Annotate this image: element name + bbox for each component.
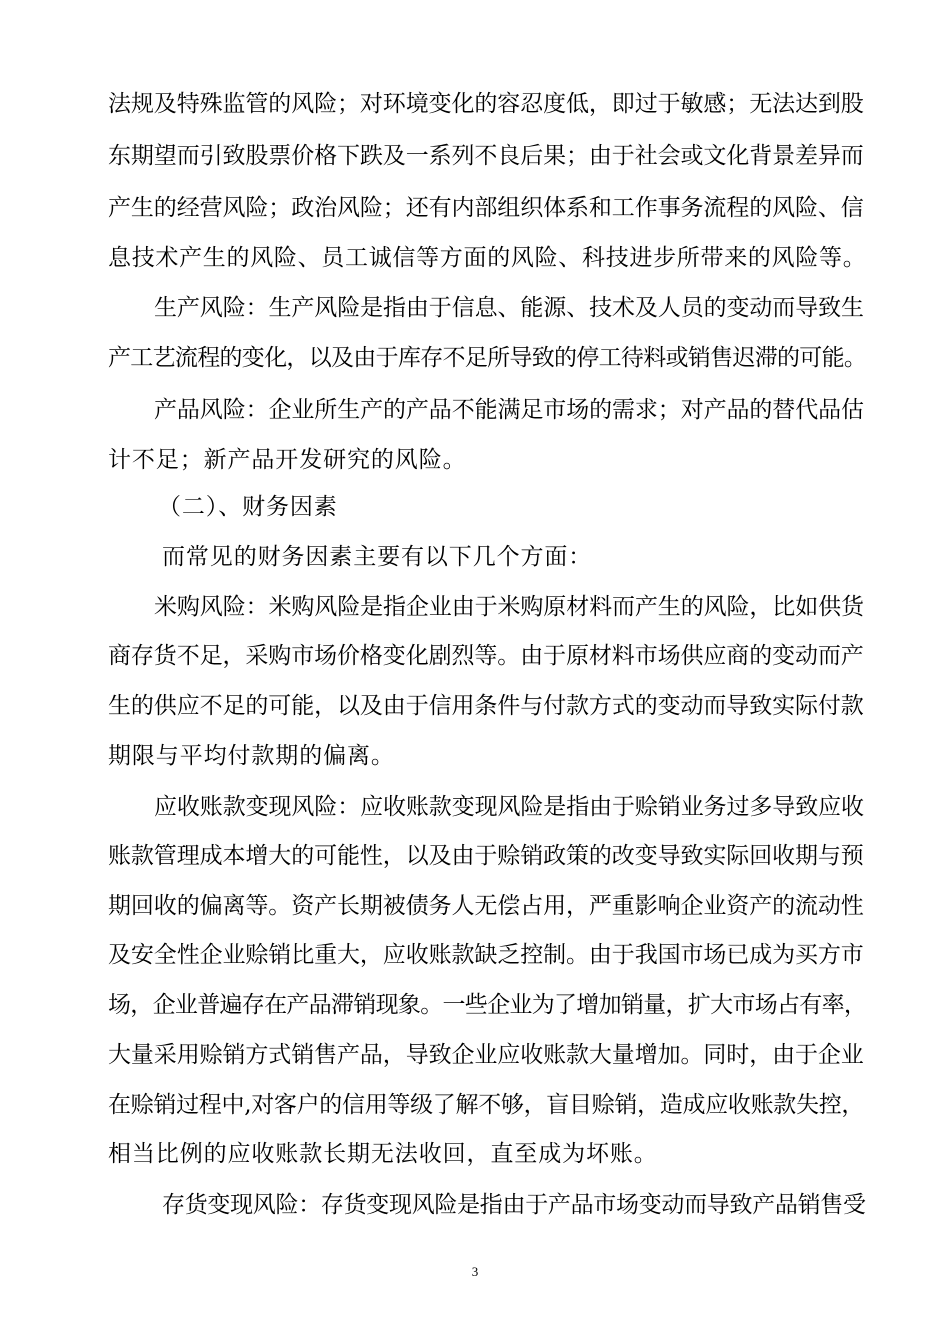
text-line: 产工艺流程的变化，以及由于库存不足所导致的停工待料或销售迟滞的可能。 <box>108 345 867 371</box>
text-line: 产品风险：企业所生产的产品不能满足市场的需求；对产品的替代品估 <box>154 397 864 423</box>
text-line: 存货变现风险：存货变现风险是指由于产品市场变动而导致产品销售受 <box>162 1192 866 1218</box>
text-line: 场，企业普遍存在产品滞销现象。一些企业为了增加销量，扩大市场占有率， <box>108 992 867 1018</box>
text-line: 生产风险：生产风险是指由于信息、能源、技术及人员的变动而导致生 <box>154 295 864 321</box>
text-line: 而常见的财务因素主要有以下几个方面： <box>162 544 593 570</box>
text-line: 息技术产生的风险、员工诚信等方面的风险、科技进步所带来的风险等。 <box>108 245 867 271</box>
text-line: 应收账款变现风险：应收账款变现风险是指由于赊销业务过多导致应收 <box>154 794 864 820</box>
text-line: 及安全性企业赊销比重大，应收账款缺乏控制。由于我国市场已成为买方市 <box>108 942 864 968</box>
text-line: 计不足；新产品开发研究的风险。 <box>108 447 467 473</box>
text-line: 在赊销过程中,对客户的信用等级了解不够，盲目赊销，造成应收账款失控， <box>108 1092 865 1118</box>
text-line: 产生的经营风险；政治风险；还有内部组织体系和工作事务流程的风险、信 <box>108 195 864 221</box>
text-line: 东期望而引致股票价格下跌及一系列不良后果；由于社会或文化背景差异而 <box>108 143 864 169</box>
text-line: 法规及特殊监管的风险；对环境变化的容忍度低，即过于敏感；无法达到股 <box>108 91 864 117</box>
section-heading: （二）、财务因素 <box>158 494 338 520</box>
text-line: 期限与平均付款期的偏离。 <box>108 743 395 769</box>
text-line: 商存货不足，采购市场价格变化剧烈等。由于原材料市场供应商的变动而产 <box>108 643 864 669</box>
text-line: 账款管理成本增大的可能性，以及由于赊销政策的改变导致实际回收期与预 <box>108 843 864 869</box>
text-line: 期回收的偏离等。资产长期被债务人无偿占用，严重影响企业资产的流动性 <box>108 893 864 919</box>
text-line: 大量采用赊销方式销售产品，导致企业应收账款大量增加。同时，由于企业 <box>108 1042 864 1068</box>
text-line: 米购风险：米购风险是指企业由于米购原材料而产生的风险，比如供货 <box>154 594 864 620</box>
text-line: 相当比例的应收账款长期无法收回，直至成为坏账。 <box>108 1141 658 1167</box>
page-number: 3 <box>471 1264 479 1279</box>
text-line: 生的供应不足的可能，以及由于信用条件与付款方式的变动而导致实际付款 <box>108 693 864 719</box>
